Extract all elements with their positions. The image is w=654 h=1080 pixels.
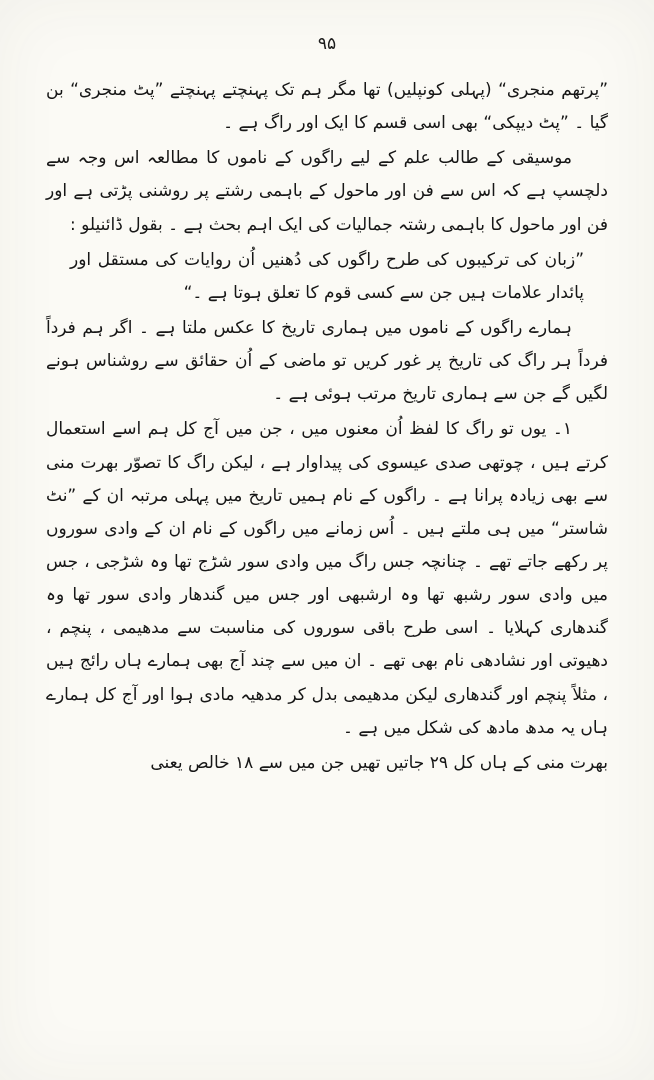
paragraph-bharat-muni-jatis: بھرت منی کے ہاں کل ۲۹ جاتیں تھیں جن میں سے ۱۸ خالص یعنی bbox=[150, 752, 608, 773]
paragraph-raga-names-history: ہمارے راگوں کے ناموں میں ہماری تاریخ کا عکس ملتا ہے ۔ اگر ہم فرداً فرداً ہر راگ کی تاریخ پر غور کریں تو ماضی کے اُن حقائق سے روشناس ہونے لگیں گے جن سے ہماری تاریخ مرتب ہوئی ہے ۔ bbox=[46, 317, 608, 405]
page-content bbox=[46, 74, 608, 780]
paragraph-music-students: موسیقی کے طالب علم کے لیے راگوں کے ناموں کا مطالعہ اس وجہ سے دلچسپ ہے کہ اس سے فن اور ماحول کے باہمی رشتے پر روشنی پڑتی ہے اور فن اور ماحول کا باہمی رشتہ جمالیات کی ایک اہم بحث ہے ۔ بقول ڈائنیلو : bbox=[46, 148, 608, 235]
quote-danielou: ”زبان کی ترکیبوں کی طرح راگوں کی دُھنیں اُن روایات کی مستقل اور پائدار علامات ہیں جن سے کسی قوم کا تعلق ہوتا ہے ۔“ bbox=[70, 249, 584, 303]
page-header bbox=[46, 34, 608, 54]
page-number: ۹۵ bbox=[317, 34, 337, 54]
paragraph-numbered-one: ۱۔ یوں تو راگ کا لفظ اُن معنوں میں ، جن میں آج کل ہم اسے استعمال کرتے ہیں ، چوتھی صدی عیسوی کی پیداوار ہے ، لیکن راگ کا تصوّر بھرت منی سے بھی زیادہ پرانا ہے ۔ راگوں کے نام ہمیں تاریخ میں پہلی مرتبہ ان کے ”نٹ شاستر“ میں ہی ملتے ہیں ۔ اُس زمانے میں راگوں کے نام ان کے وادی سوروں پر رکھے جاتے تھے ۔ چنانچہ جس راگ میں وادی سور شڑج تھا وہ شڑجی ، جس میں وادی سور رشبھ تھا وہ ارشبھی اور جس میں گندھار وادی سور تھا وہ گندھاری کہلایا ۔ اسی طرح باقی سوروں کی مناسبت سے مدھیمی ، پنچم ، دھیوتی اور نشادھی نام بھی تھے ۔ ان میں سے چند آج بھی ہمارے ہاں رائج ہیں ، مثلاً پنچم اور گندھاری لیکن مدھیمی بدل کر مدھیہ مادی ہوا اور آج کل ہمارے ہاں یہ مدھ مادھ کی شکل میں ہے ۔ bbox=[46, 419, 608, 738]
paragraph-continuation: ”پرتھم منجری“ (پہلی کونپلیں) تھا مگر ہم تک پہنچتے پہنچتے ”پٹ منجری“ بن گیا ۔ ”پٹ دیپکی“ بھی اسی قسم کا ایک اور راگ ہے ۔ bbox=[46, 80, 608, 134]
